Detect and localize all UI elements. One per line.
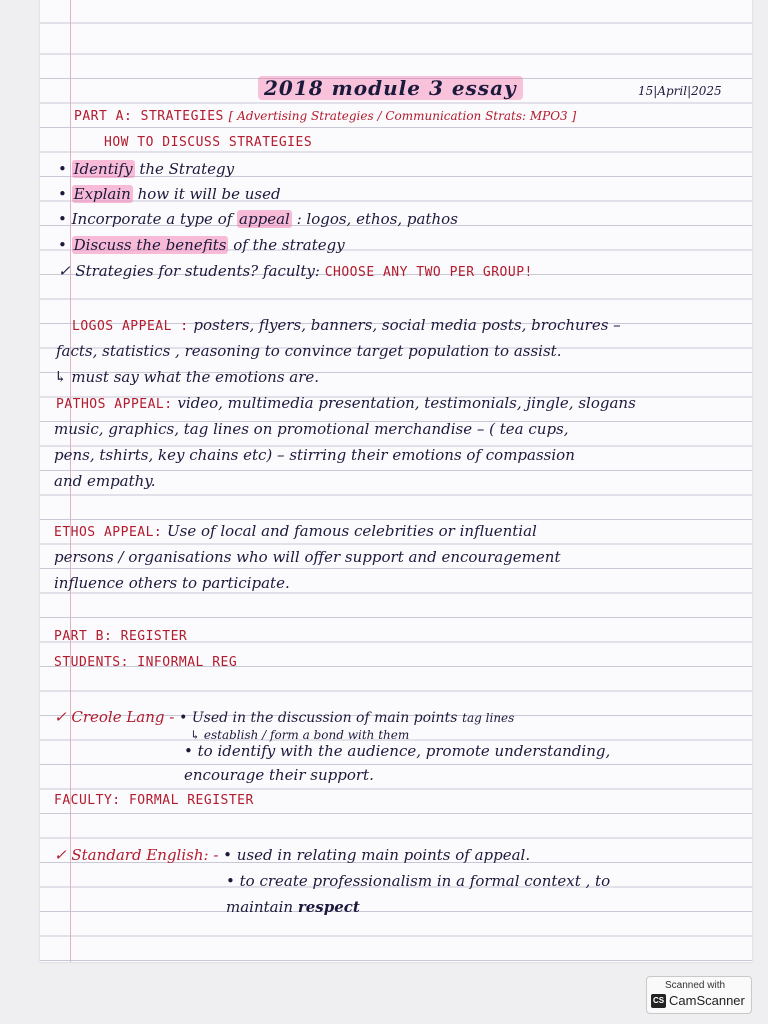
part-b-heading: PART B: REGISTER	[54, 629, 188, 644]
camscanner-logo-icon: CS	[651, 994, 666, 1008]
faculty-register: FACULTY: FORMAL REGISTER	[54, 793, 254, 808]
logos-label: LOGOS APPEAL :	[72, 319, 189, 334]
standard-english-label: ✓ Standard English: -	[54, 846, 219, 864]
scanned-with-text: Scanned with	[665, 980, 726, 991]
notebook-page	[40, 0, 752, 962]
creole-line-1: ✓ Creole Lang - • Used in the discussion of main points tag lines	[54, 708, 515, 726]
standard-line-3: maintain respect	[226, 898, 360, 916]
logos-line-3: ↳ must say what the emotions are.	[54, 368, 320, 386]
bullet-discuss: • Discuss the benefits of the strategy	[58, 236, 345, 254]
pathos-line-3: pens, tshirts, key chains etc) – stirring their emotions of compassion	[54, 446, 575, 464]
part-a-heading: PART A: STRATEGIES	[74, 109, 224, 124]
ethos-line-2: persons / organisations who will offer support and encouragement	[54, 548, 561, 566]
logos-line-1: LOGOS APPEAL : posters, flyers, banners, social media posts, brochures –	[72, 316, 621, 334]
creole-line-2: ↳ establish / form a bond with them	[190, 728, 410, 742]
camscanner-brand: CamScanner	[669, 993, 745, 1008]
logos-line-2: facts, statistics , reasoning to convince target population to assist.	[56, 342, 562, 360]
respect-word: respect	[297, 898, 360, 916]
camscanner-badge	[646, 976, 752, 1014]
ethos-label: ETHOS APPEAL:	[54, 525, 163, 540]
part-a-heading-line	[74, 106, 576, 126]
ethos-line-3: influence others to participate.	[54, 574, 290, 592]
part-a-subheading: [ Advertising Strategies / Communication Strats: MPO3 ]	[228, 109, 577, 123]
bullet-incorporate: • Incorporate a type of appeal : logos, ethos, pathos	[58, 210, 458, 228]
standard-line-2: • to create professionalism in a formal context , to	[226, 872, 611, 890]
creole-line-3: • to identify with the audience, promote understanding,	[184, 742, 611, 760]
strategies-tick-line: ✓ Strategies for students? faculty: CHOOSE ANY TWO PER GROUP!	[58, 262, 533, 280]
tag-lines-note: tag lines	[462, 711, 515, 725]
pathos-line-2: music, graphics, tag lines on promotional merchandise – ( tea cups,	[54, 420, 569, 438]
how-to-heading: HOW TO DISCUSS STRATEGIES	[104, 135, 313, 150]
pathos-line-1: PATHOS APPEAL: video, multimedia presentation, testimonials, jingle, slogans	[56, 394, 636, 412]
creole-line-4: encourage their support.	[184, 766, 374, 784]
pathos-label: PATHOS APPEAL:	[56, 397, 173, 412]
students-register: STUDENTS: INFORMAL REG	[54, 655, 238, 670]
bullet-explain: • Explain how it will be used	[58, 185, 281, 203]
standard-line-1: ✓ Standard English: - • used in relating main points of appeal.	[54, 846, 531, 864]
page-date: 15|April|2025	[638, 84, 722, 98]
pathos-line-4: and empathy.	[54, 472, 156, 490]
page-title: 2018 module 3 essay	[258, 76, 523, 100]
choose-any-two: CHOOSE ANY TWO PER GROUP!	[324, 265, 533, 280]
ethos-line-1: ETHOS APPEAL: Use of local and famous celebrities or influential	[54, 522, 537, 540]
creole-label: ✓ Creole Lang -	[54, 708, 175, 726]
bullet-identify: • Identify the Strategy	[58, 160, 235, 178]
